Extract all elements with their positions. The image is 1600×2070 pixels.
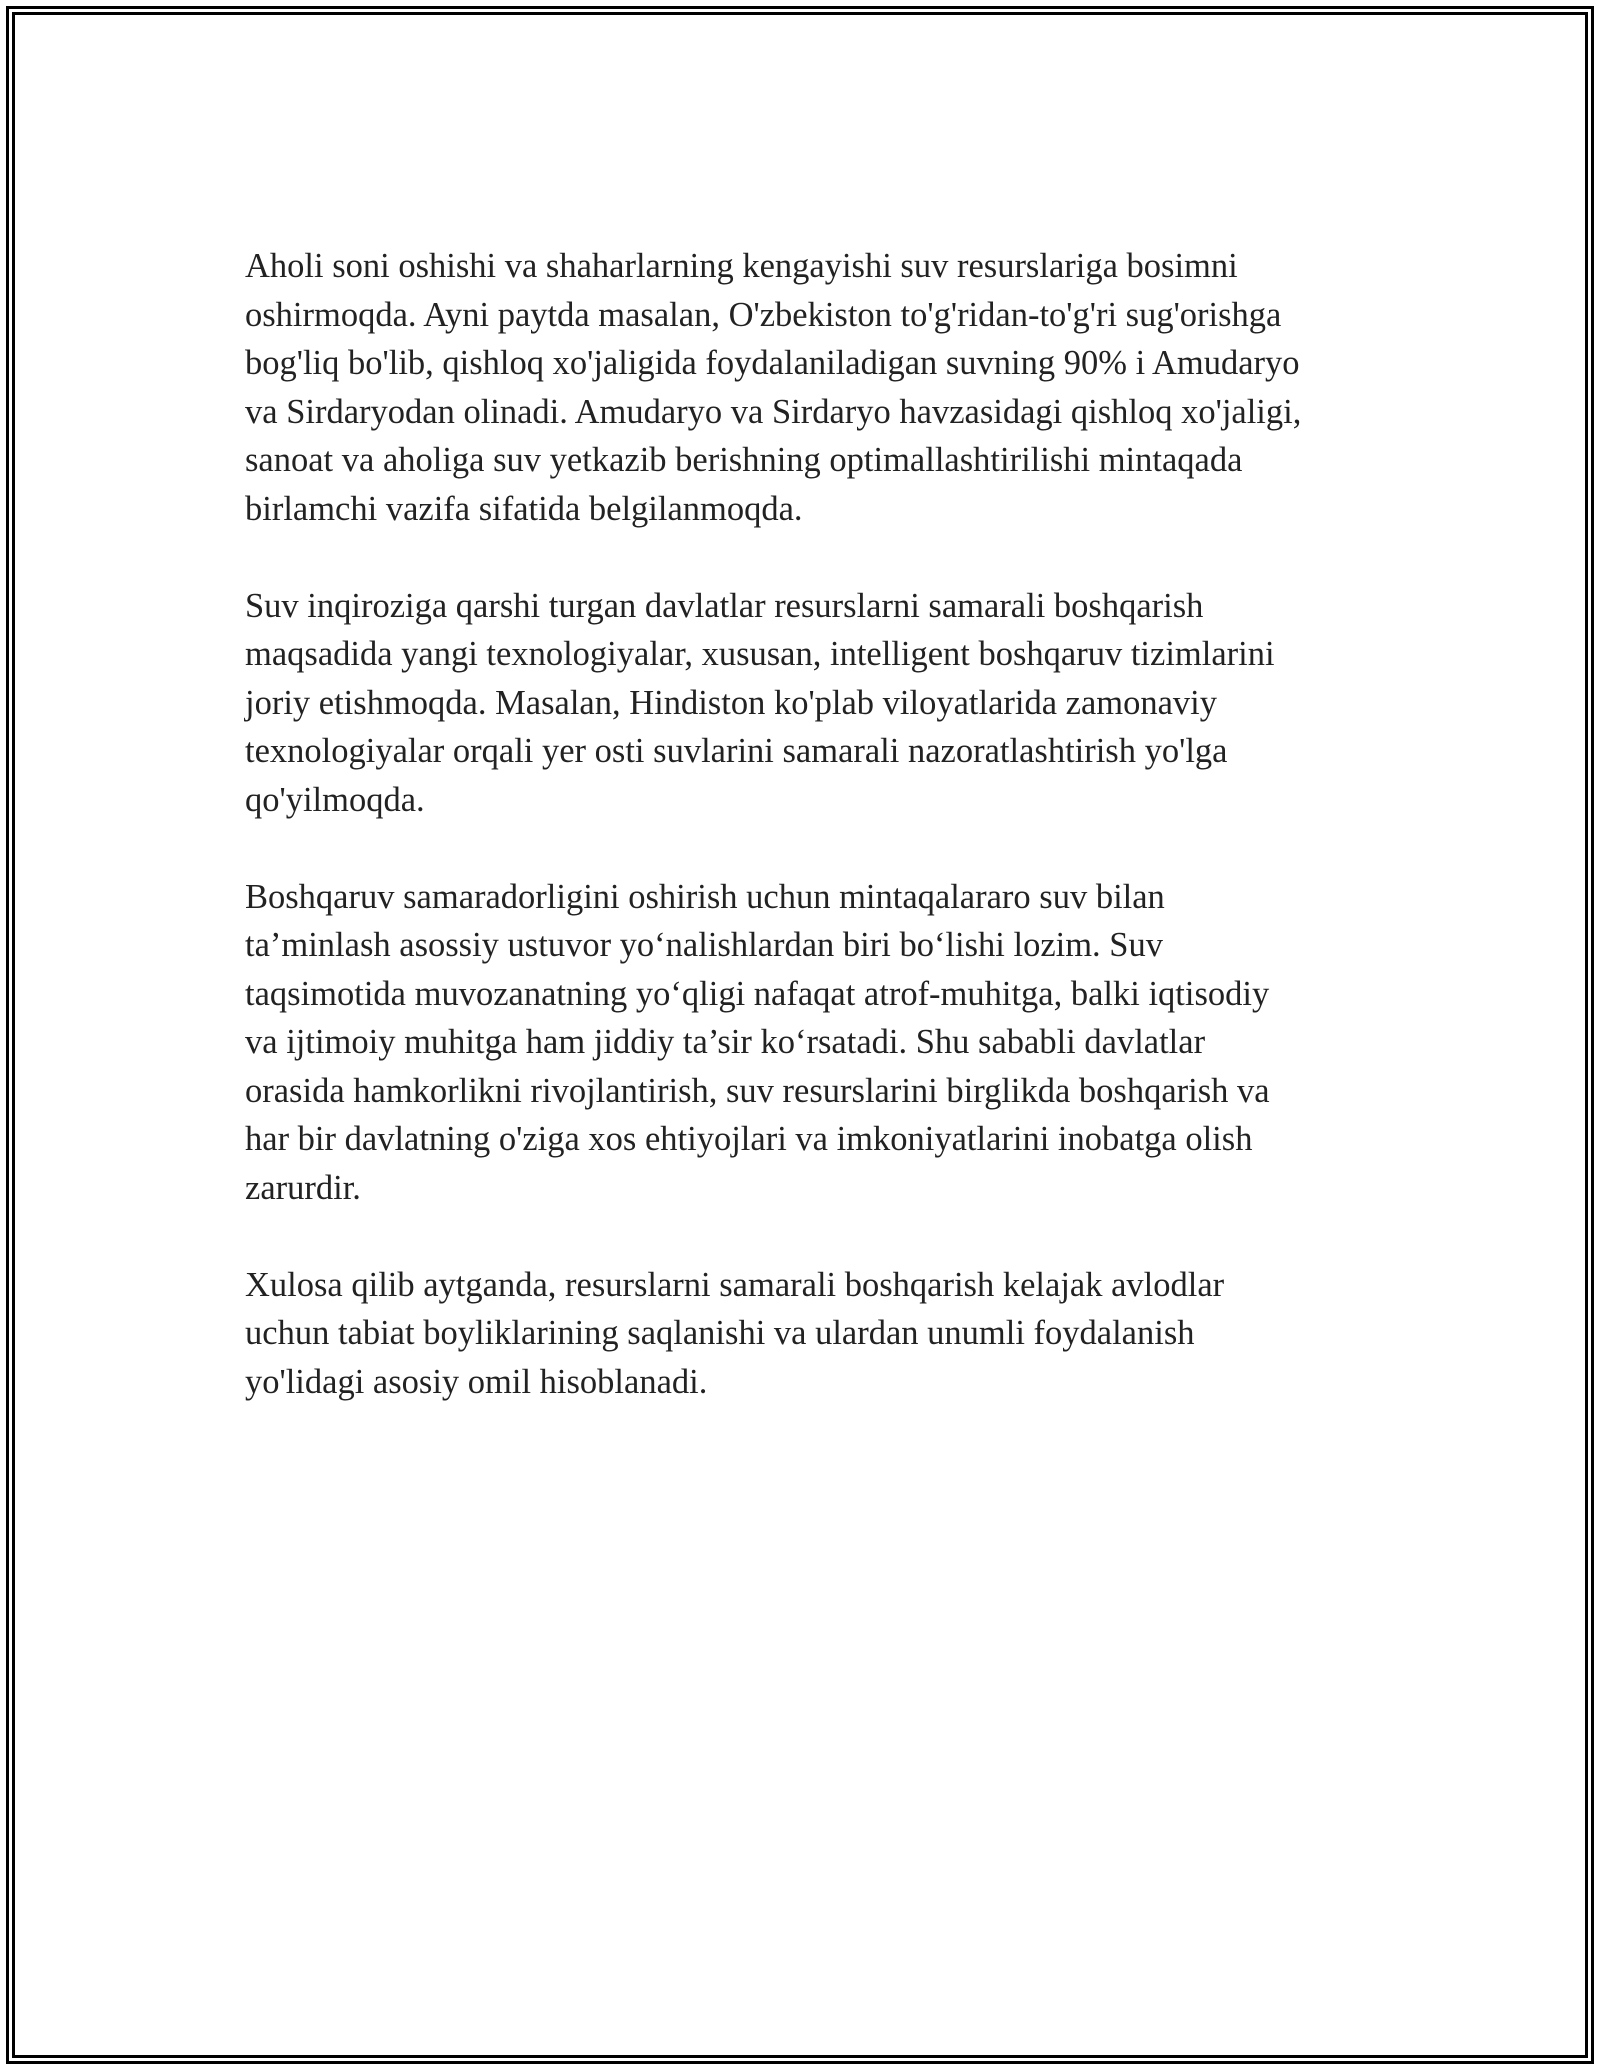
paragraph-new-technologies: Suv inqiroziga qarshi turgan davlatlar resurslarni samarali boshqarish maqsadida yangi texnologiyalar, xususan, intelligent boshqaruv tizimlarini joriy etishmoqda. Masalan, Hindiston ko'plab viloyatlarida zamonaviy texnologiyalar orqali yer osti suvlarini samarali nazoratlashtirish yo'lga qo'yilmoqda. xyxy=(245,586,1275,819)
paragraph-population-pressure: Aholi soni oshishi va shaharlarning kengayishi suv resurslariga bosimni oshirmoqda. Ayni paytda masalan, O'zbekiston to'g'ridan-to'g'ri sug'orishga bog'liq bo'lib, qishloq xo'jaligida foydalaniladigan suvning 90% i Amudaryo va Sirdaryodan olinadi. Amudaryo va Sirdaryo havzasidagi qishloq xo'jaligi, sanoat va aholiga suv yetkazib berishning optimallashtirilishi mintaqada birlamchi vazifa sifatida belgilanmoqda. xyxy=(245,247,1302,528)
paragraph-interregional-cooperation: Boshqaruv samaradorligini oshirish uchun mintaqalararo suv bilan ta’minlash asossiy ustuvor yo‘nalishlardan biri bo‘lishi lozim. Suv taqsimotida muvozanatning yo‘qligi nafaqat atrof-muhitga, balki iqtisodiy va ijtimoiy muhitga ham jiddiy ta’sir ko‘rsatadi. Shu sababli davlatlar orasida hamkorlikni rivojlantirish, suv resurslarini birglikda boshqarish va har bir davlatning o'ziga xos ehtiyojlari va imkoniyatlarini inobatga olish zarurdir. xyxy=(245,877,1270,1207)
document-body xyxy=(245,242,1395,1455)
page-frame xyxy=(6,6,1594,2064)
paragraph-conclusion: Xulosa qilib aytganda, resurslarni samarali boshqarish kelajak avlodlar uchun tabiat boyliklarining saqlanishi va ulardan unumli foydalanish yo'lidagi asosiy omil hisoblanadi. xyxy=(245,1265,1225,1401)
